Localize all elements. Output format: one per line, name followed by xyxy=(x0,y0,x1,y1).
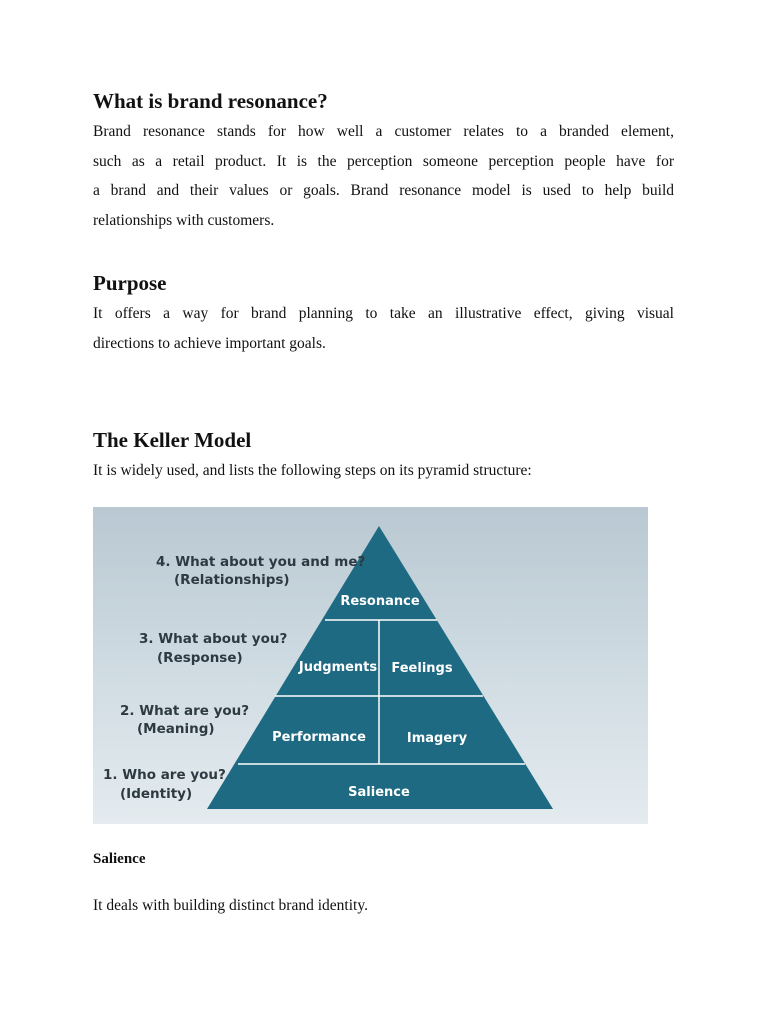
heading-brand-resonance: What is brand resonance? xyxy=(93,89,328,113)
heading-purpose: Purpose xyxy=(93,271,167,295)
level-question: 2. What are you? xyxy=(120,703,250,719)
level-answer: (Meaning) xyxy=(137,721,215,737)
block-label-judgments: Judgments xyxy=(298,660,378,675)
paragraph-line: a brand and their values or goals. Brand resonance model is used to help build xyxy=(93,182,674,199)
block-label-imagery: Imagery xyxy=(406,731,468,746)
keller-pyramid-figure xyxy=(93,507,648,824)
heading-salience: Salience xyxy=(93,851,146,867)
paragraph-keller-intro: It is widely used, and lists the following steps on its pyramid structure: xyxy=(93,462,532,479)
paragraph-line: such as a retail product. It is the perception someone perception people have for xyxy=(93,152,674,170)
level-answer: (Response) xyxy=(157,650,243,666)
level-question: 3. What about you? xyxy=(139,631,288,647)
block-label-feelings: Feelings xyxy=(391,661,453,676)
level-question: 4. What about you and me? xyxy=(156,554,366,570)
block-label-performance: Performance xyxy=(272,730,366,745)
level-question: 1. Who are you? xyxy=(103,767,226,783)
paragraph-line: Brand resonance stands for how well a customer relates to a branded element, xyxy=(93,123,674,140)
block-label-salience: Salience xyxy=(348,785,410,800)
level-answer: (Identity) xyxy=(120,786,193,802)
paragraph-salience: It deals with building distinct brand identity. xyxy=(93,897,368,914)
heading-keller-model: The Keller Model xyxy=(93,428,252,452)
paragraph-line: directions to achieve important goals. xyxy=(93,334,326,352)
paragraph-line: It offers a way for brand planning to take an illustrative effect, giving visual xyxy=(93,305,674,322)
block-label-resonance: Resonance xyxy=(340,594,420,609)
level-answer: (Relationships) xyxy=(174,572,290,588)
pyramid-diagram xyxy=(93,507,648,824)
paragraph-line: relationships with customers. xyxy=(93,211,275,229)
